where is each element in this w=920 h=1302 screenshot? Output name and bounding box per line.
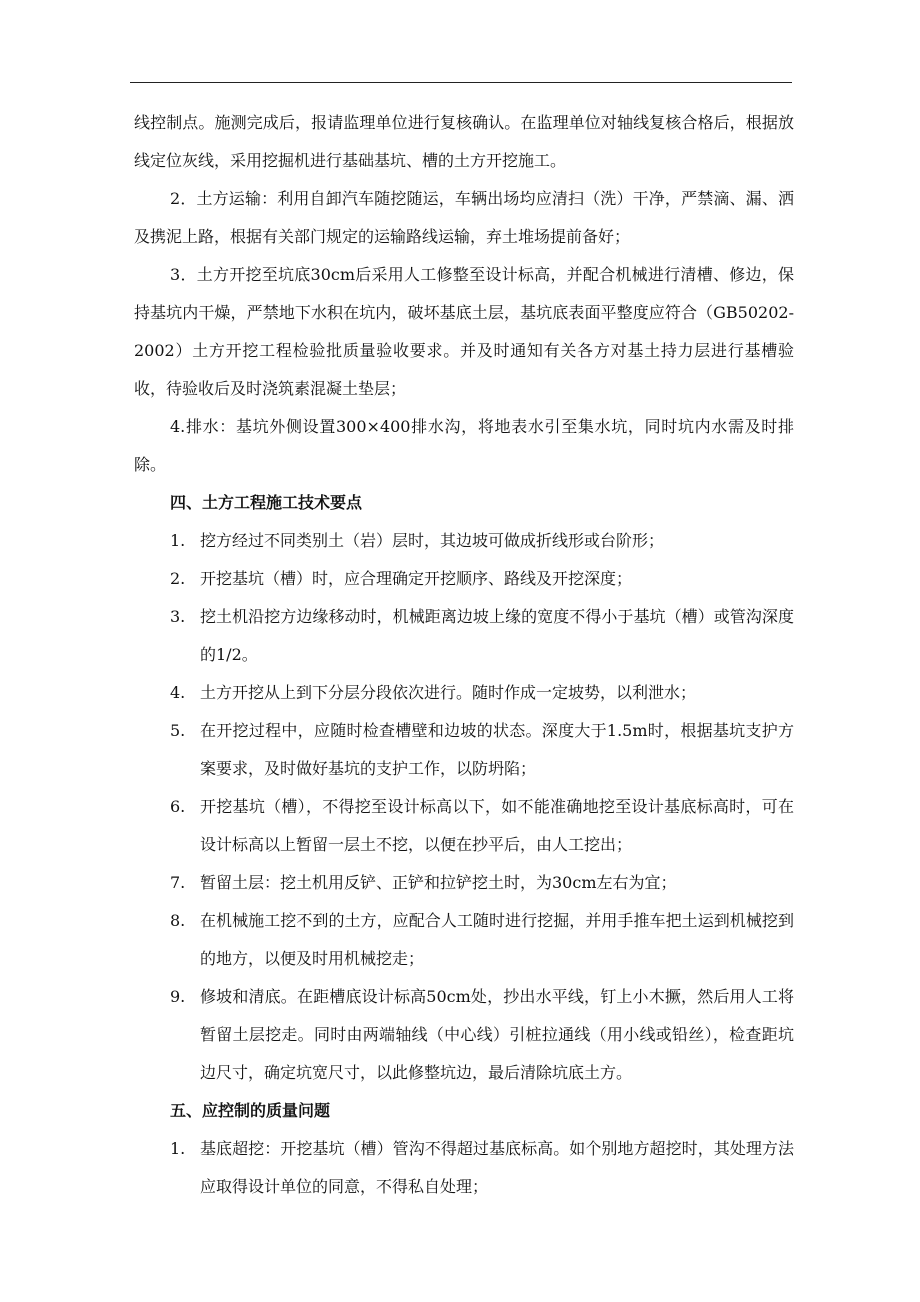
list-item bbox=[134, 522, 794, 560]
list-item-number: 3. bbox=[170, 607, 186, 626]
list-item-text: 在机械施工挖不到的土方，应配合人工随时进行挖掘，并用手推车把土运到机械挖到的地方，以便及时用机械挖走； bbox=[200, 911, 794, 968]
list-item-number: 7. bbox=[170, 873, 186, 892]
list-item-text: 开挖基坑（槽），不得挖至设计标高以下，如不能准确地挖至设计基底标高时，可在设计标高以上暂留一层土不挖，以便在抄平后，由人工挖出； bbox=[200, 797, 794, 854]
list-item bbox=[134, 902, 794, 978]
list-item-text: 暂留土层：挖土机用反铲、正铲和拉铲挖土时，为30cm左右为宜； bbox=[200, 873, 677, 892]
list-item-number: 8. bbox=[170, 911, 186, 930]
list-item bbox=[134, 1130, 794, 1206]
list-item-number: 4. bbox=[170, 683, 186, 702]
list-item bbox=[134, 560, 794, 598]
list-item-text: 挖土机沿挖方边缘移动时，机械距离边坡上缘的宽度不得小于基坑（槽）或管沟深度的1/2。 bbox=[200, 607, 794, 664]
paragraph-drainage: 4.排水：基坑外侧设置300×400排水沟，将地表水引至集水坑，同时坑内水需及时排除。 bbox=[134, 417, 794, 474]
list-item bbox=[134, 864, 794, 902]
paragraph-earth-transport: 2．土方运输：利用自卸汽车随挖随运，车辆出场均应清扫（洗）干净，严禁滴、漏、洒及携泥上路，根据有关部门规定的运输路线运输，弃土堆场提前备好； bbox=[134, 189, 794, 246]
list-item-text: 土方开挖从上到下分层分段依次进行。随时作成一定坡势，以利泄水； bbox=[200, 683, 697, 702]
list-item-number: 9. bbox=[170, 987, 186, 1006]
list-item-text: 基底超挖：开挖基坑（槽）管沟不得超过基底标高。如个别地方超挖时，其处理方法应取得设计单位的同意，不得私自处理； bbox=[200, 1139, 794, 1196]
paragraph-axis-control: 线控制点。施测完成后，报请监理单位进行复核确认。在监理单位对轴线复核合格后，根据放线定位灰线，采用挖掘机进行基础基坑、槽的土方开挖施工。 bbox=[134, 113, 794, 170]
list-item-number: 1. bbox=[170, 1139, 186, 1158]
list-item bbox=[134, 978, 794, 1092]
list-item bbox=[134, 712, 794, 788]
paragraph-excavation-bottom: 3．土方开挖至坑底30cm后采用人工修整至设计标高，并配合机械进行清槽、修边，保持基坑内干燥，严禁地下水积在坑内，破坏基底土层，基坑底表面平整度应符合（GB50202-2002）土方开挖工程检验批质量验收要求。并及时通知有关各方对基土持力层进行基槽验收，待验收后及时浇筑素混凝土垫层； bbox=[134, 265, 794, 398]
section-heading-technical-points: 四、土方工程施工技术要点 bbox=[170, 493, 363, 512]
header-rule bbox=[130, 82, 792, 83]
list-item bbox=[134, 788, 794, 864]
list-item bbox=[134, 674, 794, 712]
list-item-number: 1. bbox=[170, 531, 186, 550]
list-item-text: 开挖基坑（槽）时，应合理确定开挖顺序、路线及开挖深度； bbox=[200, 569, 633, 588]
document-body bbox=[134, 104, 794, 1206]
list-item-number: 6. bbox=[170, 797, 186, 816]
list-item bbox=[134, 598, 794, 674]
list-item-number: 5. bbox=[170, 721, 186, 740]
list-item-text: 挖方经过不同类别土（岩）层时，其边坡可做成折线形或台阶形； bbox=[200, 531, 665, 550]
list-item-number: 2. bbox=[170, 569, 186, 588]
list-item-text: 在开挖过程中，应随时检查槽壁和边坡的状态。深度大于1.5m时，根据基坑支护方案要求，及时做好基坑的支护工作，以防坍陷； bbox=[200, 721, 794, 778]
section-heading-quality-issues: 五、应控制的质量问题 bbox=[170, 1101, 331, 1120]
list-item-text: 修坡和清底。在距槽底设计标高50cm处，抄出水平线，钉上小木撅，然后用人工将暂留土层挖走。同时由两端轴线（中心线）引桩拉通线（用小线或铅丝），检查距坑边尺寸，确定坑宽尺寸，以此修整坑边，最后清除坑底土方。 bbox=[200, 987, 794, 1082]
